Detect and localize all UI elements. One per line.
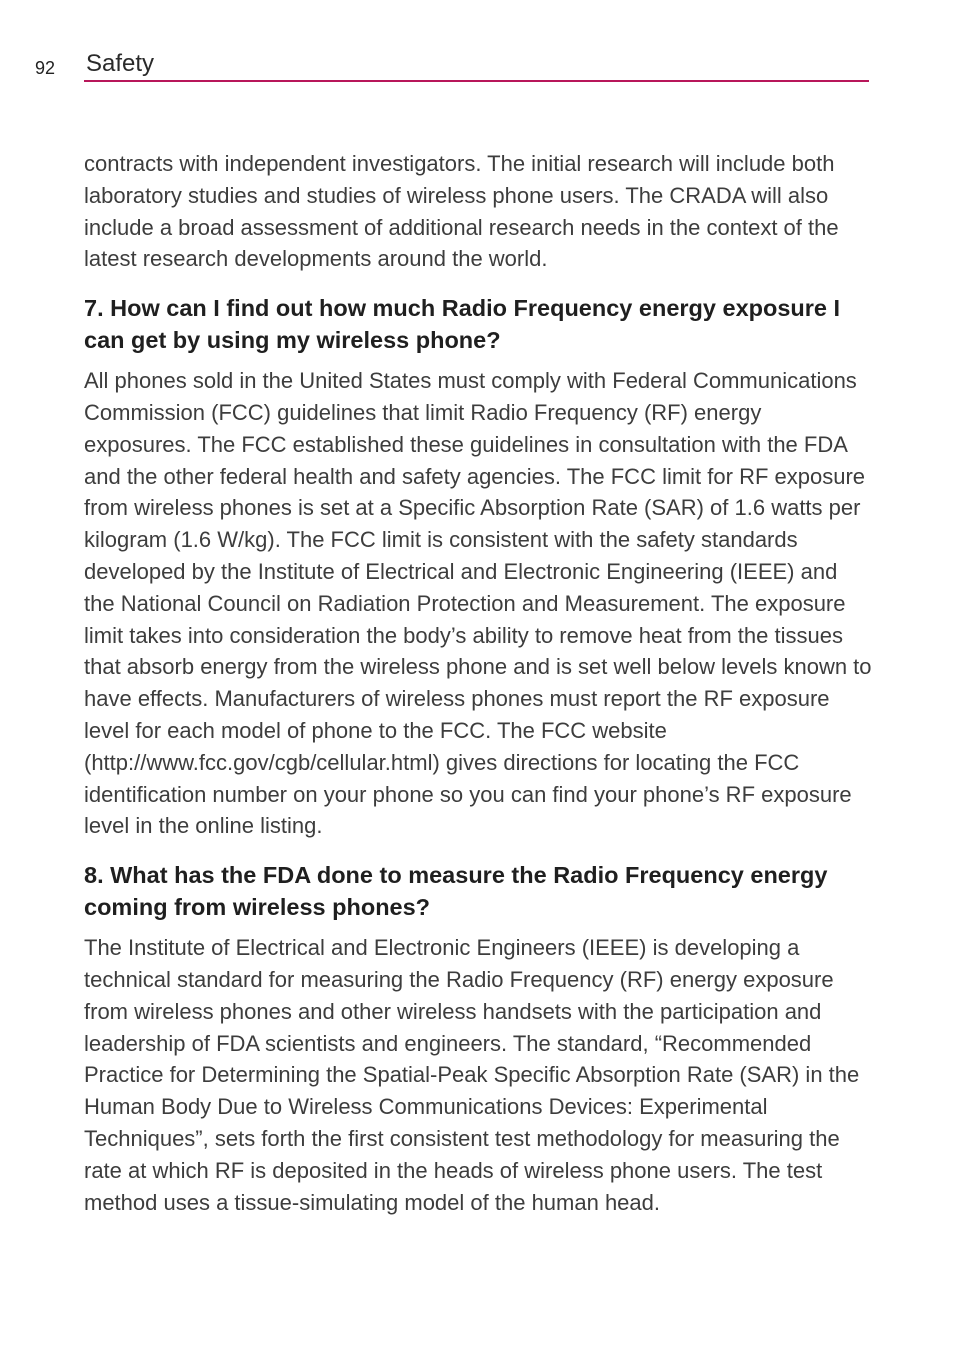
- page-number: 92: [35, 58, 56, 78]
- question-heading-8: 8. What has the FDA done to measure the Radio Frequency energy coming from wireless phones?: [84, 862, 828, 921]
- body-paragraph: contracts with independent investigators. The initial research will include both laboratory studies and studies of wireless phone users. The CRADA will also include a broad assessment of additional research needs in the context of the latest research developments around the world.: [84, 151, 839, 272]
- page-content: [84, 148, 874, 1218]
- answer-paragraph-8: The Institute of Electrical and Electronic Engineers (IEEE) is developing a technical standard for measuring the Radio Frequency (RF) energy exposure from wireless phones and other wireless handsets with the participation and leadership of FDA scientists and engineers. The standard, “Recommended Practice for Determining the Spatial-Peak Specific Absorption Rate (SAR) in the Human Body Due to Wireless Communications Devices: Experimental Techniques”, sets forth the first consistent test methodology for measuring the rate at which RF is deposited in the heads of wireless phone users. The test method uses a tissue-simulating model of the human head.: [84, 935, 860, 1215]
- question-heading-7: 7. How can I find out how much Radio Frequency energy exposure I can get by using my wireless phone?: [84, 295, 841, 354]
- header-divider: [84, 80, 869, 82]
- page-header: [0, 0, 954, 90]
- answer-paragraph-7: All phones sold in the United States must comply with Federal Communications Commission (FCC) guidelines that limit Radio Frequency (RF) energy exposures. The FCC established these guidelines in consultation with the FDA and the other federal health and safety agencies. The FCC limit for RF exposure from wireless phones is set at a Specific Absorption Rate (SAR) of 1.6 watts per kilogram (1.6 W/kg). The FCC limit is consistent with the safety standards developed by the Institute of Electrical and Electronic Engineering (IEEE) and the National Council on Radiation Protection and Measurement. The exposure limit takes into consideration the body’s ability to remove heat from the tissues that absorb energy from the wireless phone and is set well below levels known to have effects. Manufacturers of wireless phones must report the RF exposure level for each model of phone to the FCC. The FCC website (http://www.fcc.gov/cgb/cellular.html) gives directions for locating the FCC identification number on your phone so you can find your phone’s RF exposure level in the online listing.: [84, 368, 872, 839]
- section-title: Safety: [86, 50, 155, 77]
